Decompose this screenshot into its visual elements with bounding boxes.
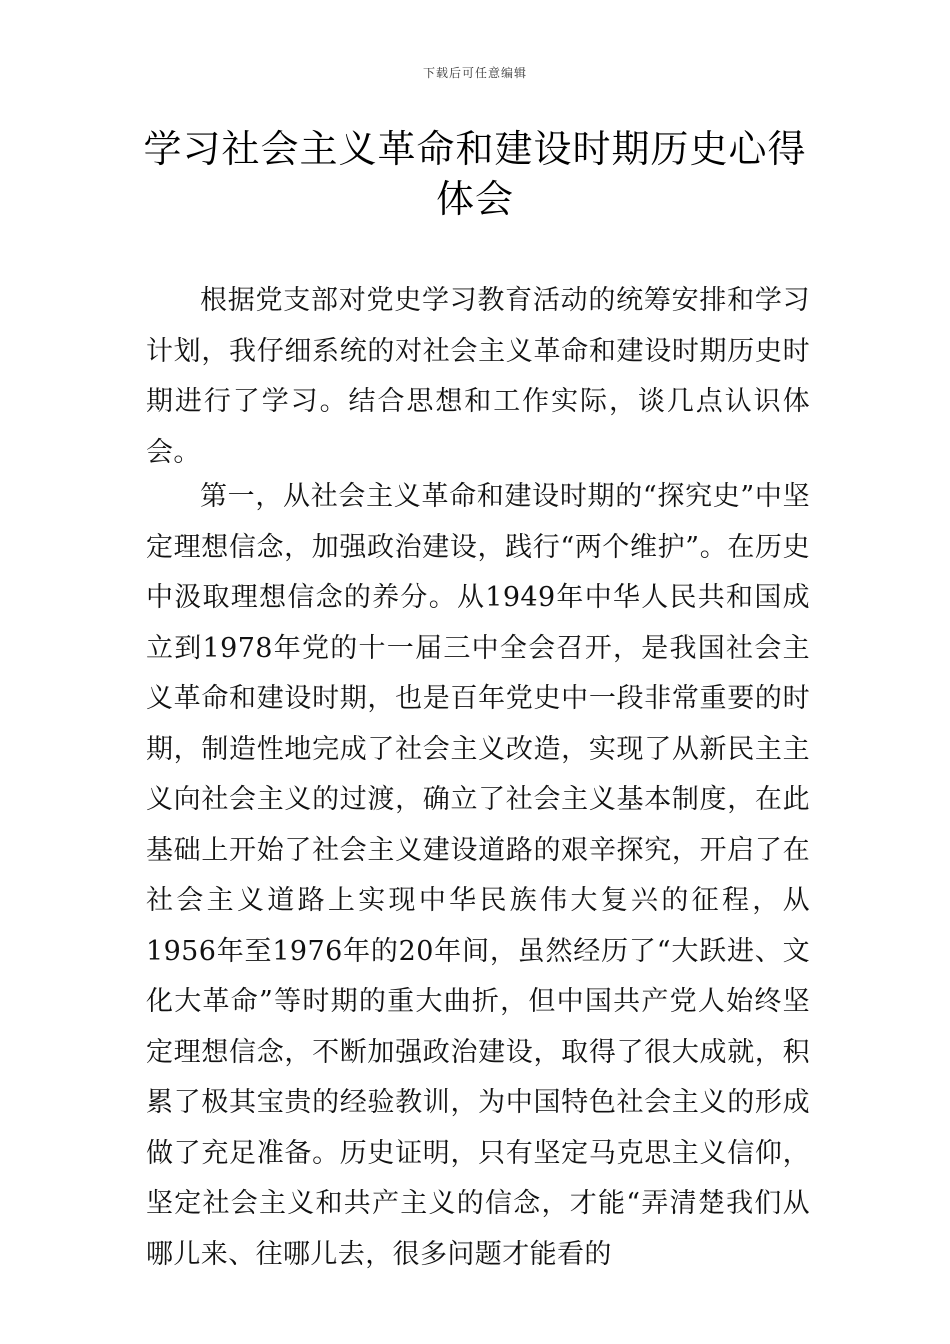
header-note: 下载后可任意编辑 <box>422 66 527 80</box>
document-title: 学习社会主义革命和建设时期历史心得体会 <box>143 127 807 221</box>
paragraph-first-point: 第一，从社会主义革命和建设时期的“探究史”中坚定理想信念，加强政治建设，践行“两个维护”。在历史中汲取理想信念的养分。从1949年中华人民共和国成立到1978年党的十一届三中全会召开，是我国社会主义革命和建设时期，也是百年党史中一段非常重要的时期，制造性地完成了社会主义改造，实现了从新民主主义向社会主义的过渡，确立了社会主义基本制度，在此基础上开始了社会主义建设道路的艰辛探究，开启了在社会主义道路上实现中华民族伟大复兴的征程，从1956年至1976年的20年间，虽然经历了“大跃进、文化大革命”等时期的重大曲折，但中国共产党人始终坚定理想信念，不断加强政治建设，取得了很大成就，积累了极其宝贵的经验教训，为中国特色社会主义的形成做了充足准备。历史证明，只有坚定马克思主义信仰，坚定社会主义和共产主义的信念，才能“弄清楚我们从哪儿来、往哪儿去，很多问题才能看的 <box>146 481 810 1270</box>
paragraph-intro: 根据党支部对党史学习教育活动的统筹安排和学习计划，我仔细系统的对社会主义革命和建设时期历史时期进行了学习。结合思想和工作实际，谈几点认识体会。 <box>146 285 810 468</box>
